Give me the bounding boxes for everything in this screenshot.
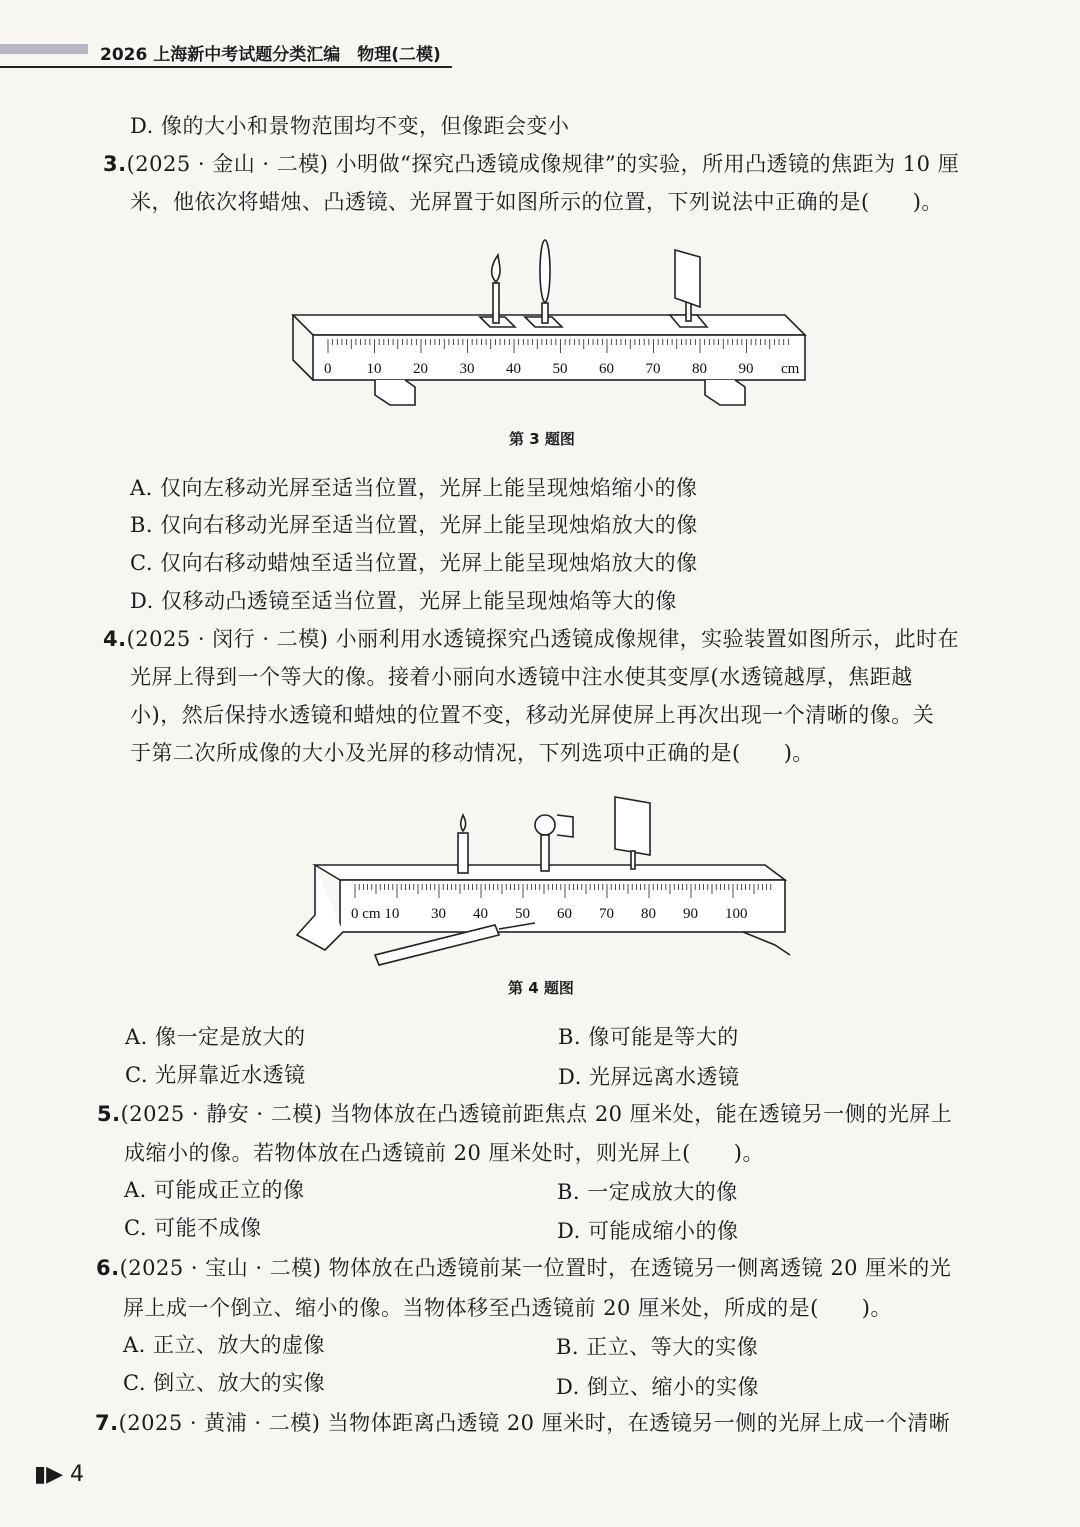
q3-option-c: C. 仅向右移动蜡烛至适当位置，光屏上能呈现烛焰放大的像 — [130, 551, 698, 575]
q4-figure-caption: 第 4 题图 — [508, 979, 574, 997]
scale-label: 90 — [683, 906, 698, 922]
running-header: 2026 上海新中考试题分类汇编 物理(二模) — [100, 45, 441, 65]
q6-text: (2025 · 宝山 · 二模) 物体放在凸透镜前某一位置时，在透镜另一侧离透镜 20 厘米的光 — [119, 1256, 952, 1280]
q6-option-a: A. 正立、放大的虚像 — [123, 1333, 326, 1357]
scale-label: 10 — [366, 361, 382, 377]
q6-option-b: B. 正立、等大的实像 — [556, 1335, 759, 1359]
q3-option-d: D. 仅移动凸透镜至适当位置，光屏上能呈现烛焰等大的像 — [130, 589, 677, 613]
q5-option-c: C. 可能不成像 — [124, 1216, 262, 1240]
q6-option-d: D. 倒立、缩小的实像 — [556, 1375, 759, 1399]
q5-line-2: 成缩小的像。若物体放在凸透镜前 20 厘米处时，则光屏上( )。 — [124, 1141, 764, 1165]
q4-line-4: 于第二次所成像的大小及光屏的移动情况，下列选项中正确的是( )。 — [130, 741, 814, 765]
scale-label: 0 — [324, 361, 332, 377]
q7-number: 7. — [95, 1411, 119, 1435]
q7-line-1 — [95, 1407, 950, 1437]
q6-line-1 — [96, 1252, 951, 1282]
q3-option-a: A. 仅向左移动光屏至适当位置，光屏上能呈现烛焰缩小的像 — [130, 476, 698, 500]
page-footer — [34, 1462, 84, 1487]
q4-number: 4. — [103, 627, 127, 651]
q4-text: (2025 · 闵行 · 二模) 小丽利用水透镜探究凸透镜成像规律，实验装置如图所示，此时在 — [126, 627, 960, 651]
q3-figure-caption: 第 3 题图 — [509, 430, 575, 448]
q3-number: 3. — [103, 152, 127, 176]
header-decoration — [0, 44, 88, 54]
scale-label: 80 — [641, 906, 656, 922]
q4-figure-optical-bench — [295, 785, 800, 970]
q5-number: 5. — [97, 1102, 121, 1126]
scale-label: 50 — [515, 906, 530, 922]
q4-line-2: 光屏上得到一个等大的像。接着小丽向水透镜中注水使其变厚(水透镜越厚，焦距越 — [130, 665, 913, 689]
q5-option-d: D. 可能成缩小的像 — [557, 1219, 739, 1243]
q4-option-a: A. 像一定是放大的 — [125, 1025, 306, 1049]
page-number: 4 — [70, 1462, 85, 1487]
q5-option-a: A. 可能成正立的像 — [124, 1178, 305, 1202]
scale-label: 60 — [557, 906, 572, 922]
scale-label: 80 — [692, 361, 707, 377]
scale-label: 70 — [645, 361, 661, 377]
q6-line-2: 屏上成一个倒立、缩小的像。当物体移至凸透镜前 20 厘米处，所成的是( )。 — [123, 1296, 892, 1320]
candle — [458, 815, 468, 873]
page-arrow-icon: ▮▶ — [34, 1462, 71, 1487]
header-rule — [0, 66, 452, 68]
q3-figure-optical-bench — [285, 235, 815, 415]
water-lens — [535, 815, 573, 871]
scale-label: 40 — [473, 906, 488, 922]
scale-label: 100 — [725, 906, 748, 922]
q4-option-c: C. 光屏靠近水透镜 — [125, 1063, 306, 1087]
q7-text: (2025 · 黄浦 · 二模) 当物体距离凸透镜 20 厘米时，在透镜另一侧的光屏上成一个清晰 — [118, 1411, 951, 1435]
q3-line-2: 米，他依次将蜡烛、凸透镜、光屏置于如图所示的位置，下列说法中正确的是( )。 — [130, 190, 943, 214]
scale-label: 0 cm 10 — [351, 906, 400, 922]
scale-label: 20 — [413, 361, 428, 377]
q4-option-b: B. 像可能是等大的 — [558, 1025, 739, 1049]
q5-option-b: B. 一定成放大的像 — [557, 1180, 738, 1204]
q5-line-1 — [97, 1098, 952, 1128]
q6-option-c: C. 倒立、放大的实像 — [123, 1371, 326, 1395]
scale-label: 30 — [459, 361, 475, 377]
scale-unit: cm — [781, 361, 800, 377]
convex-lens — [525, 240, 562, 327]
light-screen — [615, 797, 650, 869]
q4-option-d: D. 光屏远离水透镜 — [558, 1065, 740, 1089]
scale-label: 90 — [738, 361, 754, 377]
scale-label: 70 — [599, 906, 614, 922]
scale-label: 30 — [431, 906, 446, 922]
q4-line-3: 小)，然后保持水透镜和蜡烛的位置不变，移动光屏使屏上再次出现一个清晰的像。关 — [130, 703, 935, 727]
q5-text: (2025 · 静安 · 二模) 当物体放在凸透镜前距焦点 20 厘米处，能在透镜另一侧的光屏上 — [120, 1102, 953, 1126]
q6-number: 6. — [96, 1256, 120, 1280]
q3-text: (2025 · 金山 · 二模) 小明做“探究凸透镜成像规律”的实验，所用凸透镜的焦距为 10 厘 — [126, 152, 960, 176]
q4-line-1 — [103, 623, 959, 653]
scale-label: 50 — [552, 361, 568, 377]
scale-label: 60 — [599, 361, 614, 377]
prev-option-d: D. 像的大小和景物范围均不变，但像距会变小 — [130, 114, 570, 138]
q3-option-b: B. 仅向右移动光屏至适当位置，光屏上能呈现烛焰放大的像 — [130, 513, 698, 537]
q3-line-1 — [103, 148, 959, 178]
scale-label: 40 — [506, 361, 521, 377]
